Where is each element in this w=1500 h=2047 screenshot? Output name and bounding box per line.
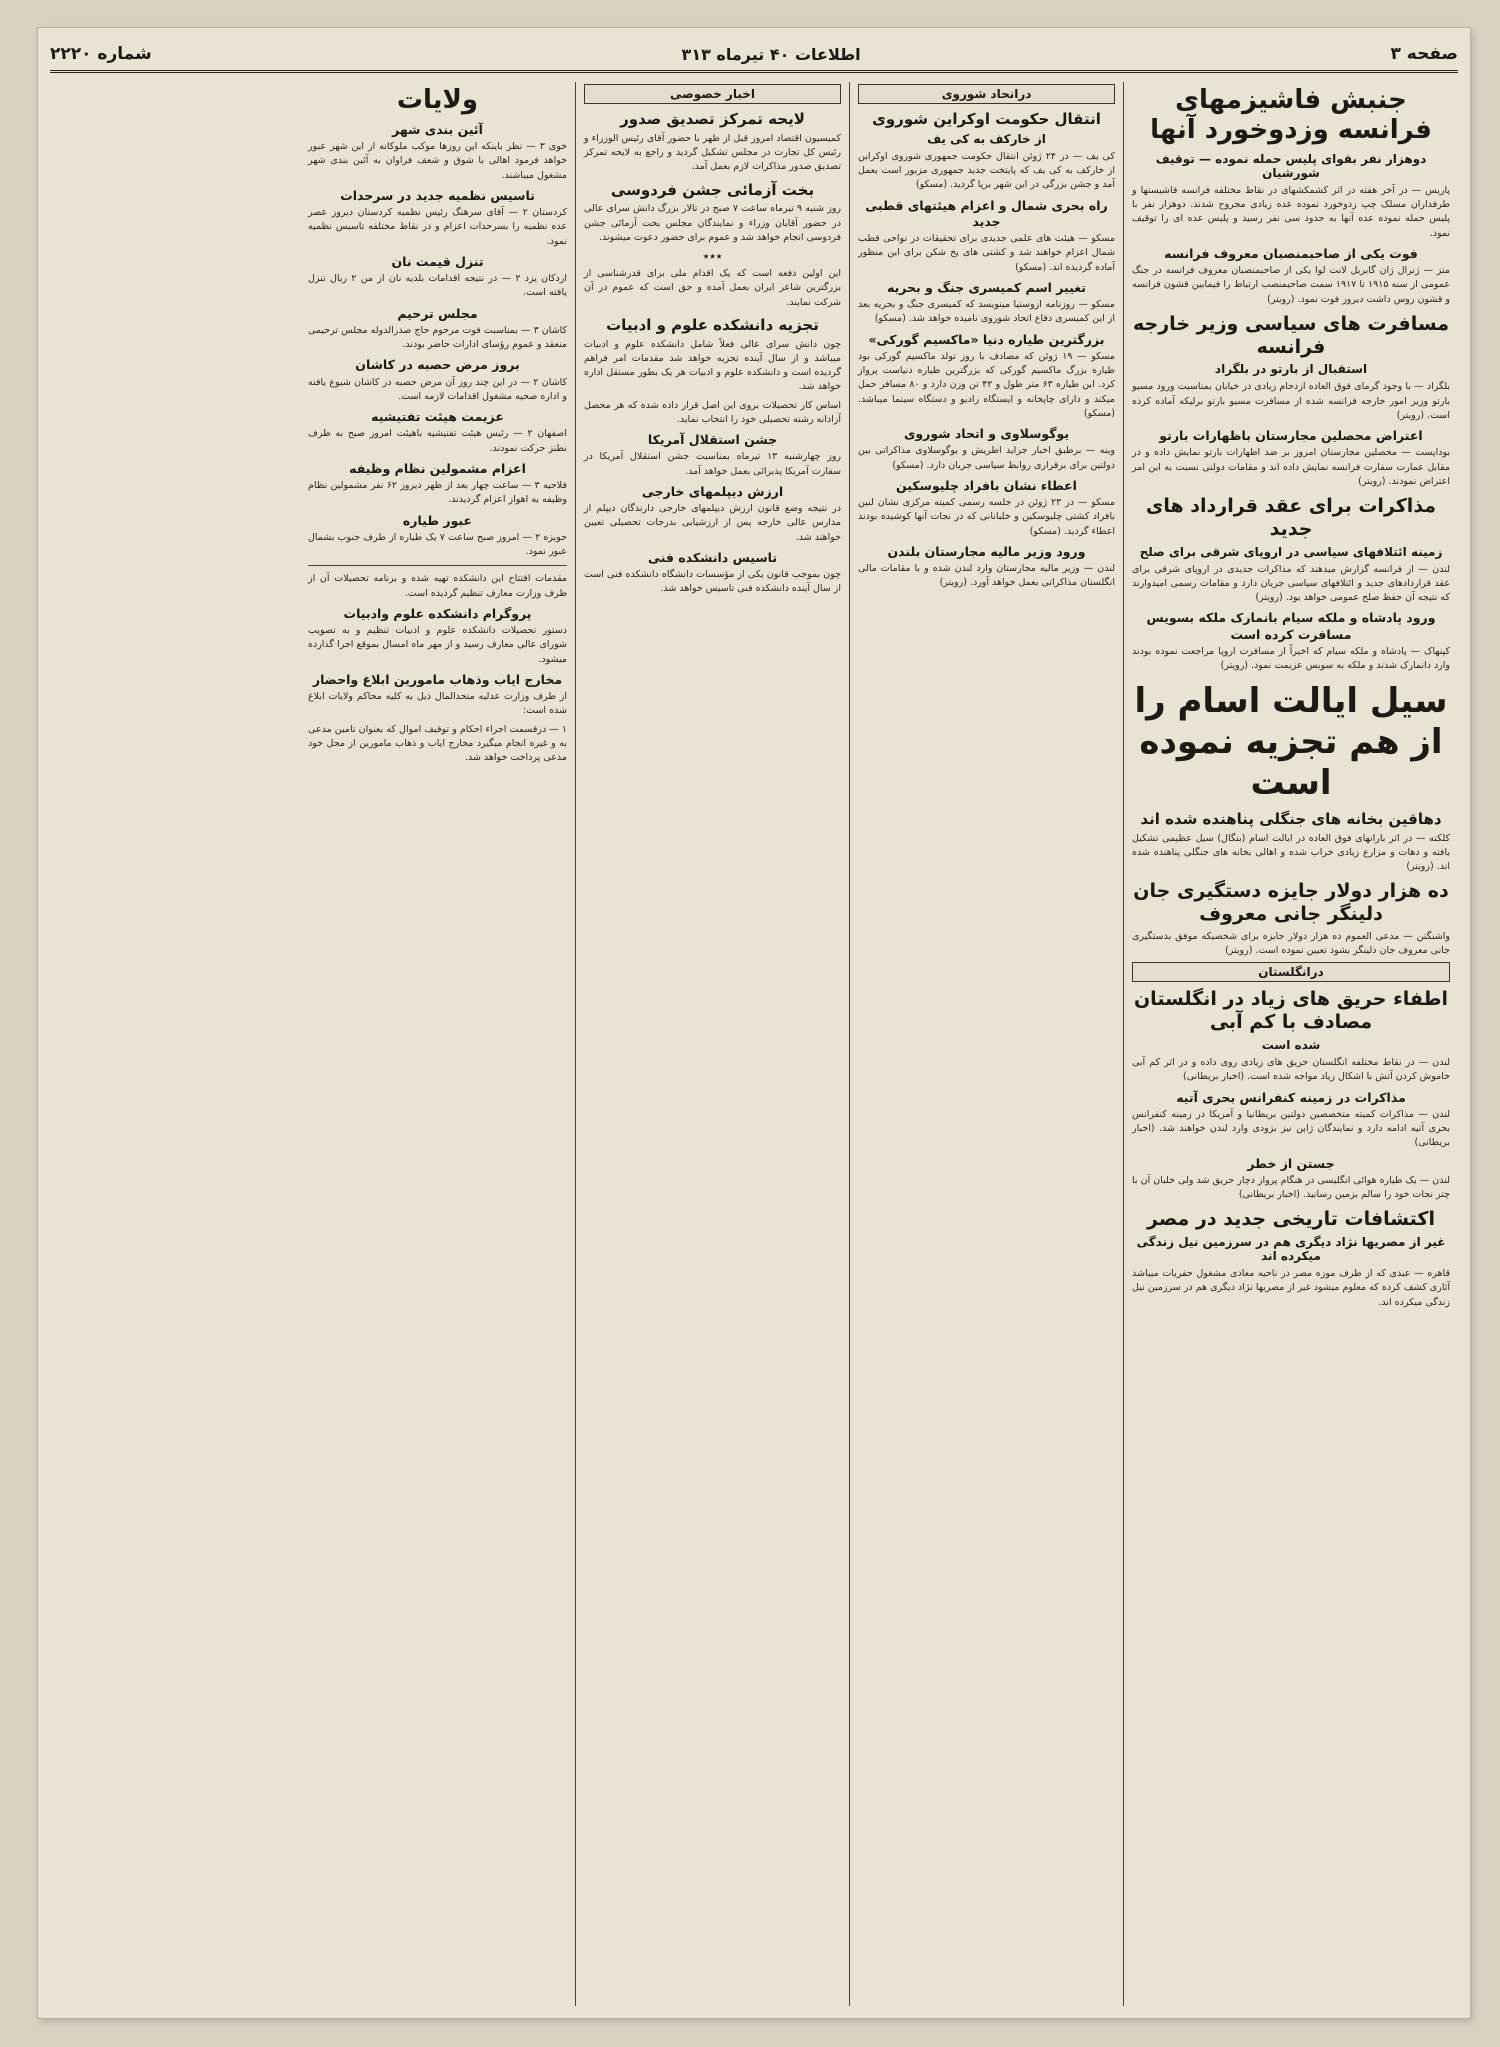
article-memorial: کاشان ۳ — بمناسبت فوت مرحوم حاج صدرالدوله مجلس ترحیمی منعقد و عموم رؤسای ادارات حاضر بودند. [308, 324, 567, 351]
section-england: درانگلستان [1132, 962, 1450, 982]
column-private-news [575, 82, 849, 2006]
headline-egypt-discoveries: اکتشافات تاریخی جدید در مصر [1147, 1208, 1435, 1231]
article-export-certificate: کمیسیون اقتصاد امروز قبل از ظهر با حضور آقای رئیس الوزراء و رئیس کل تجارت در مجلس تشکیل گردید و راجع به لایحه تمرکز تصدیق صدور مذاکرات لازم بعمل آمد. [584, 132, 841, 173]
headline-inspection-team: عزیمت هیئت تفتیشیه [371, 409, 504, 425]
headline-siam-king: ورود پادشاه و ملکه سیام بانمارک ملکه بسویس مسافرت کرده است [1146, 610, 1436, 642]
headline-court-expenses: مخارج ایاب وذهاب مامورین ابلاغ واحضار [312, 671, 563, 687]
subhead-barthou-travel: استقبال از بارتو در بلگراد [1214, 362, 1368, 377]
column-foreign-news [1123, 82, 1458, 2006]
article-northern-sea: مسکو — هیئت های علمی جدیدی برای تحقیقات در نواحی قطب شمال اعزام خواهند شد و کشتی های یخ شکن برای این منظور آماده گردیده اند. (مسکو) [858, 233, 1115, 273]
headline-export-certificate: لایحه تمرکز تصدیق صدور [620, 110, 805, 128]
article-faculty-split: چون دانش سرای عالی فعلاً شامل دانشکده علوم و ادبیات میباشد و از سال آینده تجزیه خواهد شد مقدمات امر فراهم گردیده است و دانشکده علوم و ادبیات هر یک بطور مستقل اداره خواهد شد. [584, 338, 841, 393]
article-study-basis: اساس کار تحصیلات بروی این اصل قرار داده شده که هر محصل آزادانه رشته تحصیلی خود را انتخاب نماید. [584, 399, 841, 425]
article-conscripts: فلاحیه ۳ — ساعت چهار بعد از ظهر دیروز ۶۲ نفر مشمولین نظام وظیفه به اهواز اعزام گردیدند. [308, 480, 568, 506]
section-private: اخبار خصوصی [584, 84, 841, 104]
article-airplane: حویزه ۲ — امروز صبح ساعت ۷ یک طیاره از طرف جنوب بشمال عبور نمود. [308, 531, 567, 558]
headline-airplane: عبور طیاره [402, 512, 473, 528]
newspaper-page [38, 28, 1470, 2018]
subhead-fires: شده است [1261, 1038, 1321, 1053]
headline-faculty-program: پروگرام دانشکده علوم وادبیات [343, 605, 532, 621]
headline-provinces: ولایات [396, 85, 479, 115]
article-general-death: متز — ژنرال ژان گابریل لانت لوا یکی از صاحبمنصبان معروف فرانسه در جنگ عمومی از سنه ۱۹۱۵ تا ۱۹۱۷ سمت صاحبمنصب ارتباط را فیمابین قشون فرانسه و قشون روس داشت دیروز فوت نمود. (رویتر) [1132, 265, 1450, 305]
headline-naval-conference: مذاکرات در زمینه کنفرانس بحری آتیه [1176, 1089, 1406, 1105]
headline-ukraine-capital: انتقال حکومت اوکراین شوروی [872, 110, 1101, 128]
headline-fires: اطفاء حریق های زیاد در انگلستان مصادف با کم آبی [1133, 988, 1449, 1034]
article-egypt-discoveries: قاهره — عبدی که از طرف موزه مصر در ناحیه معادی مشغول حفریات میباشد آثاری کشف کرده که معلوم میشود غیر از مصریها نژاد دیگری هم در سرزمین نیل زندگی میکرده اند. [1132, 1268, 1450, 1308]
article-fires: لندن — در نقاط مختلفه انگلستان حریق های زیادی روی داده و در اثر کم آبی خاموش کردن آتش با اشکال زیاد مواجه شده است. (اخبار بریطانی) [1132, 1057, 1450, 1083]
headline-memorial: مجلس ترحیم [397, 305, 478, 321]
headline-city-decoration: آئین بندی شهر [392, 121, 483, 137]
page-number: صفحه ۳ [1390, 44, 1458, 64]
subhead-egypt-discoveries: غیر از مصریها نژاد دیگری هم در سرزمین نیل زندگی میکرده اند [1136, 1235, 1446, 1264]
headline-commissariat: تغییر اسم کمیسری جنگ و بحریه [886, 279, 1086, 295]
headline-maxim-gorky: بزرگترین طیاره دنیا «ماکسیم گورکی» [868, 331, 1105, 347]
headline-ferdowsi-lottery: بخت آزمائی جشن فردوسی [610, 180, 815, 199]
headline-escape-danger: جستن از خطر [1247, 1155, 1335, 1171]
subhead-assam-flood: دهاقین بخانه های جنگلی پناهنده شده اند [1140, 809, 1442, 828]
article-dillinger: واشنگتن — مدعی العموم ده هزار دولار جایزه برای شخصیکه موفق بدستگیری جانی معروف جان دلینگر بشود تعیین نموده است. (رویتر) [1132, 930, 1450, 957]
article-typhoid: کاشان ۲ — در این چند روز آن مرض حصبه در کاشان شیوع یافته و اداره صحیه مشغول اقدامات لازمه است. [308, 376, 567, 402]
article-bread-price: اردکان یزد ۲ — در نتیجه اقدامات بلدیه نان از من ۲ ریال تنزل یافته است. [308, 273, 567, 299]
headline-northern-sea: راه بحری شمال و اعزام هیئتهای قطبی جدید [865, 197, 1108, 229]
article-chelyuskin: مسکو — در ۲۳ ژوئن در جلسه رسمی کمیته مرکزی نشان لنین بافراد کشتی چلیوسکین و خلبانانی که در نجات آنها کوشیده بودند اعطاء گردید. (مسکو) [858, 497, 1115, 537]
article-court-expenses-detail: ۱ — درقسمت اجراء احکام و توقیف اموال که بعنوان تامین مدعی به و غیره انجام میگیرد مخارج ایاب و ذهاب مامورین از محل خود مدعی پرداخت خواهد شد. [308, 723, 567, 764]
headline-foreign-diplomas: ارزش دیپلمهای خارجی [641, 483, 784, 499]
article-inspection-team: اصفهان ۲ — رئیس هیئت تفتیشیه باهیئت امروز صبح به طرف نطنز حرکت نمودند. [308, 428, 567, 454]
headline-yugoslavia: یوگوسلاوی و اتحاد شوروی [903, 426, 1070, 441]
columns [50, 82, 1458, 2006]
headline-treaties: مذاکرات برای عقد قرارداد های جدید [1145, 495, 1437, 540]
article-siam-king: کپنهاک — پادشاه و ملکه سیام که اخیراً از مسافرت اروپا مراجعت نموده بودند وارد دانمارک شدند و ملکه به سویس عزیمت نمود. (رویتر) [1132, 645, 1450, 672]
article-border-police: کردستان ۲ — آقای سرهنگ رئیس نظمیه کردستان دیروز عصر عده نظمیه را بسرحدات اعزام و در نقاط مختلفه تاسیس نظمیه نمود. [308, 207, 567, 247]
masthead [50, 38, 1458, 73]
headline-typhoid: بروز مرض حصبه در کاشان [355, 357, 520, 373]
article-us-independence: روز چهارشنبه ۱۳ تیرماه بمناسبت جشن استقلال آمریکا در سفارت آمریکا پذیرائی بعمل خواهد آمد. [584, 451, 841, 477]
article-yugoslavia: وینه — برطبق اخبار جراید اطریش و یوگوسلاوی مذاکراتی بین دولتین برای برقراری روابط سیاسی جریان دارد. (مسکو) [858, 445, 1115, 471]
article-commissariat: مسکو — روزنامه ازوستیا مینویسد که کمیسری جنگ و بحریه بعد از این کمیسری دفاع اتحاد شوروی نامیده خواهد شد. (مسکو) [858, 299, 1115, 325]
article-national-effort: این اولین دفعه است که یک اقدام ملی برای قدرشناسی از بزرگترین شاعر ایران بعمل آمده و حق است که عموم در آن شرکت نمایند. [584, 268, 841, 308]
headline-assam-flood: سیل ایالت اسام را از هم تجزیه نموده است [1134, 681, 1448, 804]
headline-conscripts: اعزام مشمولین نظام وظیفه [349, 460, 526, 476]
headline-chelyuskin: اعطاء نشان بافراد چلیوسکین [896, 477, 1077, 493]
issue-number: شماره ۲۲۲۰ [50, 44, 152, 64]
subhead-ukraine-capital: از خارکف به کی یف [927, 131, 1046, 146]
article-city-decoration: خوی ۳ — نظر باینکه این روزها موکب ملوکانه از این شهر عبور خواهد فرمود اهالی با شوق و شعف فراوان به آئین بندی شهر مشغول میباشند. [308, 141, 567, 181]
article-hungary-protest: بوداپست — محصلین مجارستان امروز بر ضد اظهارات بارتو نمایش داده و در مقابل عمارت سفارت فرانسه نمایش داده اند و مقامات دولتی نسبت به این امر اعتراض نمودند. (رویتر) [1132, 447, 1450, 487]
headline-barthou-travel: مسافرت های سیاسی وزیر خارجه فرانسه [1133, 312, 1449, 358]
headline-bread-price: تنزل قیمت نان [391, 253, 484, 269]
headline-hungary-minister: ورود وزیر مالیه مجارستان بلندن [887, 543, 1086, 559]
article-hungary-minister: لندن — وزیر مالیه مجارستان وارد لندن شده و با مقامات مالی انگلستان مذاکراتی بعمل خواهد آورد. (رویتر) [858, 563, 1115, 589]
subhead-treaties: زمینه ائتلافهای سیاسی در اروپای شرقی برای صلح [1139, 544, 1443, 559]
article-court-expenses: از طرف وزارت عدلیه متحدالمال ذیل به کلیه محاکم ولایات ابلاغ شده است: [308, 691, 567, 717]
article-faculty-opening: مقدمات افتتاح این دانشکده تهیه شده و برنامه تحصیلات آن از طرف وزارت معارف تنظیم گردیده است. [308, 573, 567, 599]
column-provinces [300, 82, 575, 2006]
paper-date: اطلاعات ۴۰ تیرماه ۳۱۳ [681, 44, 861, 64]
article-assam-flood: کلکته — در اثر بارانهای فوق العاده در ایالت اسام (بنگال) سیل عظیمی تشکیل یافته و دهات و مزارع زیادی خراب شده و اهالی بخانه های جنگلی پناهنده شده اند. (رویتر) [1132, 832, 1450, 873]
article-treaties: لندن — از فرانسه گزارش میدهند که مذاکرات جدیدی در اروپای شرقی برای عقد قراردادهای جدید و ائتلافهای سیاسی جریان دارد و مقامات رسمی امیدوارند که نتیجه آن حفظ صلح عمومی خواهد بود. (رویتر) [1132, 563, 1450, 604]
article-barthou-travel: بلگراد — با وجود گرمای فوق العاده ازدحام زیادی در خیابان بمناسبت ورود مسیو بارتو وزیر امور خارجه فرانسه شده از مسافرت مسیو بارتو برلیکه آماده کرده است. (رویتر) [1132, 381, 1450, 421]
headline-hungary-protest: اعتراض محصلین مجارستان باظهارات بارتو [1159, 428, 1423, 444]
column-soviet-news [849, 82, 1123, 2006]
article-ukraine-capital: کی یف — در ۲۴ ژوئن انتقال حکومت جمهوری شوروی اوکراین از خارکف به کی یف که پایتخت جدید جمهوری مزبور است بعمل آمد و جشن بزرگی در این شهر برپا گردید. (مسکو) [858, 150, 1115, 191]
article-foreign-diplomas: در نتیجه وضع قانون ارزش دیپلمهای خارجی دارندگان دیپلم از مدارس عالی خارجه پس از ارزشیابی بدرجات تحصیلی تعیین خواهند شد. [584, 503, 841, 543]
article-faculty-program: دستور تحصیلات دانشکده علوم و ادبیات تنظیم و به تصویب شورای عالی معارف رسید و از مهر ماه امسال بموقع اجرا گذارده میشود. [308, 625, 567, 665]
separator-stars: ٭٭٭ [702, 249, 723, 263]
section-soviet: درانحاد شوروی [858, 84, 1115, 104]
article-ferdowsi-lottery: روز شنبه ۹ تیرماه ساعت ۷ صبح در تالار بزرگ دانش سرای عالی در حضور آقایان وزراء و نمایندگان مجلس بخت آزمائی جشن فردوسی انجام خواهد شد و عموم برای حضور دعوت میشوند. [584, 203, 842, 243]
headline-faculty-split: تجزیه دانشکده علوم و ادبیات [606, 315, 819, 334]
headline-technical-faculty: تاسیس دانشکده فنی [647, 549, 778, 565]
article-fascists: پاریس — در آخر هفته در اثر کشمکشهای در نقاط مختلفه فرانسه فاشیستها و طرفداران مسلک چپ زدوخورد نموده عده زیادی مجروح شدند. دوهزار نفر با پلیس حمله نموده عده آنها به حدود سی نفر رسید و پلیس عده ای را توقیف نمود. [1132, 184, 1450, 239]
headline-general-death: فوت یکی از صاحبمنصبان معروف فرانسه [1164, 245, 1418, 261]
headline-border-police: تاسیس نظمیه جدید در سرحدات [340, 187, 535, 203]
headline-dillinger: ده هزار دولار جایزه دستگیری جان دلینگر جانی معروف [1133, 880, 1449, 926]
headline-fascists: جنبش فاشیزمهای فرانسه وزدوخورد آنها [1150, 85, 1432, 145]
article-maxim-gorky: مسکو — ۱۹ ژوئن که مصادف با روز تولد ماکسیم گورکی بود طیاره بزرگ ماکسیم گورکی که بزرگترین طیاره دنیاست پرواز کرد. این طیاره ۶۳ متر طول و ۴۲ تن وزن دارد و ۸۰ مسافر حمل میکند و دارای چاپخانه و ایستگاه رادیو و دستگاه سینما میباشد. (مسکو) [858, 350, 1115, 419]
article-technical-faculty: چون بموجب قانون یکی از مؤسسات دانشگاه دانشکده فنی است از سال آینده دانشکده فنی تاسیس خواهد شد. [584, 569, 841, 595]
article-escape-danger: لندن — یک طیاره هوائی انگلیسی در هنگام پرواز دچار حریق شد ولی خلبان آن با چتر نجات خود را سالم بزمین رسانید. (اخبار بریطانی) [1132, 1174, 1450, 1201]
subhead-fascists: دوهزار نفر بقوای پلیس حمله نموده — توقیف شورشیان [1155, 151, 1427, 180]
article-naval-conference: لندن — مذاکرات کمیته متخصصین دولتین بریطانیا و آمریکا در زمینه کنفرانس بحری آتیه ادامه دارد و نمایندگان ژاپن نیز بزودی وارد لندن خواهند شد. (اخبار بریطانی) [1132, 1108, 1450, 1149]
divider [308, 565, 567, 566]
headline-us-independence: جشن استقلال آمریکا [647, 432, 778, 447]
